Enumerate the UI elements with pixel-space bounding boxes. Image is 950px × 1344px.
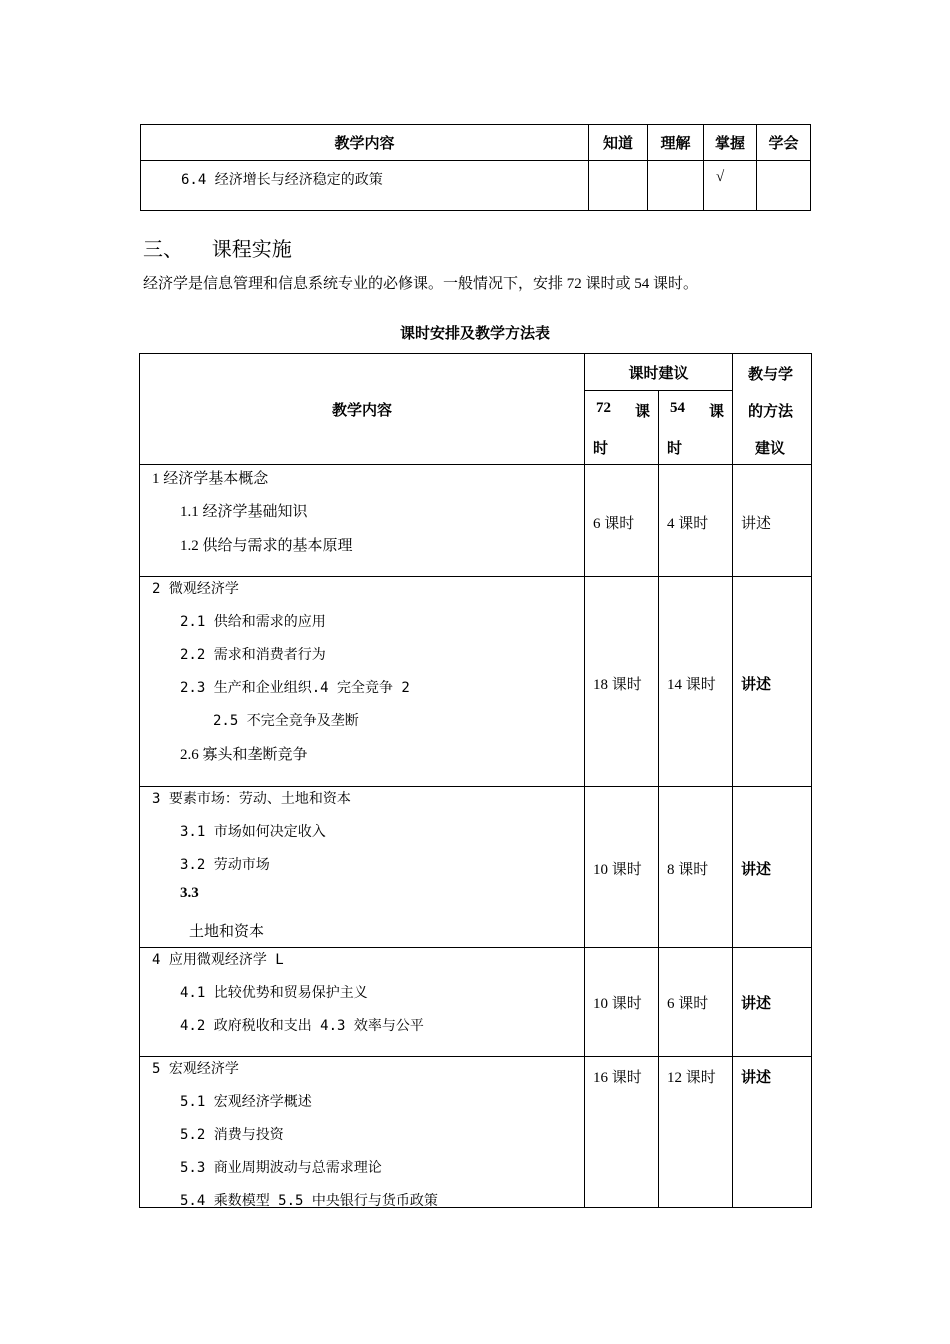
section-item: 4.1 比较优势和贸易保护主义 (180, 985, 368, 1001)
section-item: 2.6 寡头和垄断竞争 (180, 747, 308, 763)
header-hours-suggestion: 课时建议 (585, 354, 733, 391)
section-item: 5.4 乘数模型 5.5 中央银行与货币政策 (180, 1193, 438, 1209)
header-54-hours: 54 课 时 (659, 391, 733, 465)
section-item: 3.2 劳动市场 (180, 857, 270, 873)
row-h72: 18 课时 (585, 577, 659, 787)
header-method-line1: 教与学 (748, 365, 794, 383)
schedule-table (139, 353, 812, 1208)
section-item: 5.2 消费与投资 (180, 1127, 284, 1143)
row-method: 讲述 (733, 787, 812, 948)
row-h72: 6 课时 (585, 465, 659, 577)
header-understand: 理解 (648, 125, 704, 161)
row-h54: 14 课时 (659, 577, 733, 787)
header-know: 知道 (589, 125, 648, 161)
chapter-title: 3 要素市场：劳动、土地和资本 (152, 791, 351, 807)
section-item: 1.1 经济学基础知识 (180, 504, 308, 520)
objective-master-cell (704, 161, 757, 211)
row-h54: 8 课时 (659, 787, 733, 948)
section-item: 3.3 (180, 885, 199, 901)
row-h54: 12 课时 (659, 1057, 733, 1208)
row-content (140, 1057, 585, 1208)
header-method-line2: 的方法 (748, 402, 794, 420)
row-h72: 16 课时 (585, 1057, 659, 1208)
section-item: 土地和资本 (189, 924, 265, 940)
row-h72: 10 课时 (585, 787, 659, 948)
row-h54: 6 课时 (659, 948, 733, 1057)
objective-understand-cell (648, 161, 704, 211)
table-row (140, 948, 812, 1057)
checkmark: √ (716, 169, 725, 185)
section-item: 1.2 供给与需求的基本原理 (180, 538, 353, 554)
table-caption: 课时安排及教学方法表 (399, 324, 550, 342)
chapter-title: 5 宏观经济学 (152, 1061, 239, 1077)
row-method: 讲述 (733, 465, 812, 577)
row-content (140, 577, 585, 787)
objective-learn-cell (757, 161, 811, 211)
header-content: 教学内容 (141, 125, 589, 161)
row-h54: 4 课时 (659, 465, 733, 577)
intro-paragraph: 经济学是信息管理和信息系统专业的必修课。一般情况下，安排 72 课时或 54 课时。 (143, 276, 699, 292)
section-item: 3.1 市场如何决定收入 (180, 824, 326, 840)
header-learn: 学会 (757, 125, 811, 161)
section-item: 2.2 需求和消费者行为 (180, 647, 326, 663)
section-item: 5.1 宏观经济学概述 (180, 1094, 312, 1110)
chapter-title: 4 应用微观经济学 L (152, 952, 284, 968)
header-master: 掌握 (704, 125, 757, 161)
row-content (140, 465, 585, 577)
section-item: 2.3 生产和企业组织.4 完全竞争 2 (180, 680, 410, 696)
chapter-title: 1 经济学基本概念 (152, 471, 269, 487)
section-heading (143, 233, 292, 262)
chapter-title: 2 微观经济学 (152, 581, 239, 597)
header-method-line3: 建议 (755, 439, 786, 457)
header-method-cell (733, 354, 812, 465)
row-content (140, 948, 585, 1057)
table-row (140, 787, 812, 948)
row-method: 讲述 (733, 948, 812, 1057)
section-number: 三、 (143, 237, 183, 261)
row-h72: 10 课时 (585, 948, 659, 1057)
row-content (140, 787, 585, 948)
row-method: 讲述 (733, 577, 812, 787)
header-teaching-content: 教学内容 (140, 354, 585, 465)
objective-content-cell (141, 161, 589, 211)
objective-content: 6.4 经济增长与经济稳定的政策 (181, 172, 383, 188)
objectives-table (140, 124, 811, 211)
header-72-hours: 72 课 时 (585, 391, 659, 465)
section-item: 5.3 商业周期波动与总需求理论 (180, 1160, 382, 1176)
table-row (140, 465, 812, 577)
section-item: 4.2 政府税收和支出 4.3 效率与公平 (180, 1018, 424, 1034)
row-method: 讲述 (733, 1057, 812, 1208)
objective-know-cell (589, 161, 648, 211)
section-title: 课程实施 (211, 237, 292, 261)
section-item: 2.1 供给和需求的应用 (180, 614, 326, 630)
table-row (140, 1057, 812, 1208)
section-item: 2.5 不完全竞争及垄断 (213, 713, 359, 729)
table-row (140, 577, 812, 787)
